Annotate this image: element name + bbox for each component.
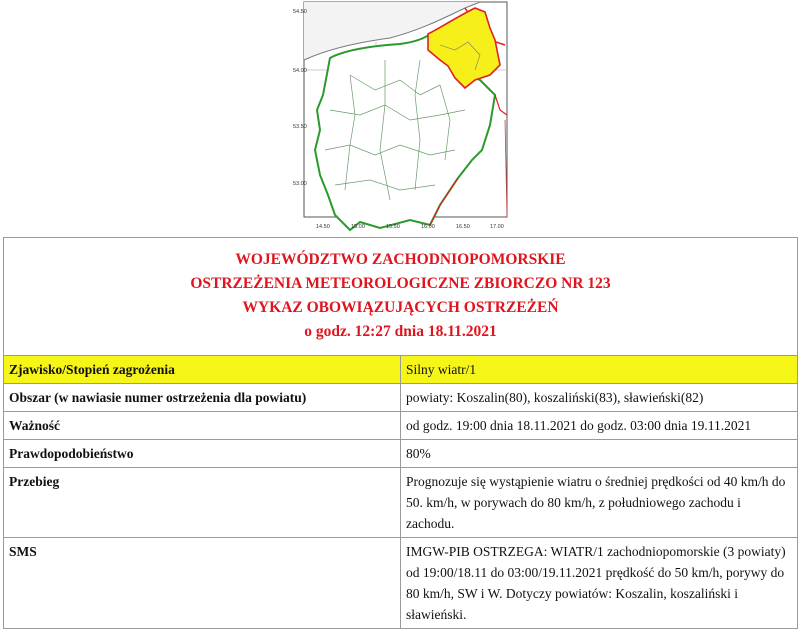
header-subtitle: WYKAZ OBOWIĄZUJĄCYCH OSTRZEŻEŃ xyxy=(242,299,559,316)
warning-header xyxy=(4,238,798,356)
header-row xyxy=(4,238,798,356)
lat-label: 54.50 xyxy=(293,9,307,15)
row-value-area: powiaty: Koszalin(80), koszaliński(83), sławieński(82) xyxy=(401,384,798,412)
row-label-course: Przebieg xyxy=(4,468,401,538)
row-value-course: Prognozuje się wystąpienie wiatru o średniej prędkości od 40 km/h do 50. km/h, w porywach do 80 km/h, z południowego zachodu i zachodu. xyxy=(401,468,798,538)
row-value-probability: 80% xyxy=(401,440,798,468)
lon-label: 15.00 xyxy=(351,224,365,230)
warning-map xyxy=(290,0,515,233)
table-row xyxy=(4,468,798,538)
lon-label: 17.00 xyxy=(490,224,504,230)
table-row xyxy=(4,440,798,468)
row-label-probability: Prawdopodobieństwo xyxy=(4,440,401,468)
row-label-validity: Ważność xyxy=(4,412,401,440)
lat-label: 53.50 xyxy=(293,124,307,130)
row-label-phenomenon: Zjawisko/Stopień zagrożenia xyxy=(4,356,401,384)
lat-label: 54.00 xyxy=(293,68,307,74)
table-row xyxy=(4,538,798,629)
map-svg xyxy=(290,0,515,233)
row-value-sms: IMGW-PIB OSTRZEGA: WIATR/1 zachodniopomorskie (3 powiaty) od 19:00/18.11 do 03:00/19.11.2021 prędkość do 50 km/h, porywy do 80 km/h, SW i W. Dotyczy powiatów: Koszalin, koszaliński i sławieński. xyxy=(401,538,798,629)
header-title: OSTRZEŻENIA METEOROLOGICZNE ZBIORCZO NR 123 xyxy=(190,275,611,292)
lon-label: 15.50 xyxy=(386,224,400,230)
header-province: WOJEWÓDZTWO ZACHODNIOPOMORSKIE xyxy=(235,251,566,268)
lon-label: 14.50 xyxy=(316,224,330,230)
header-timestamp: o godz. 12:27 dnia 18.11.2021 xyxy=(304,323,497,340)
table-row xyxy=(4,412,798,440)
lon-label: 16.00 xyxy=(421,224,435,230)
row-label-area: Obszar (w nawiasie numer ostrzeżenia dla powiatu) xyxy=(4,384,401,412)
row-value-validity: od godz. 19:00 dnia 18.11.2021 do godz. 03:00 dnia 19.11.2021 xyxy=(401,412,798,440)
table-row xyxy=(4,384,798,412)
row-label-sms: SMS xyxy=(4,538,401,629)
lat-label: 53.00 xyxy=(293,181,307,187)
table-row xyxy=(4,356,798,384)
lon-label: 16.50 xyxy=(456,224,470,230)
row-value-phenomenon: Silny wiatr/1 xyxy=(401,356,798,384)
warning-table xyxy=(3,237,798,629)
